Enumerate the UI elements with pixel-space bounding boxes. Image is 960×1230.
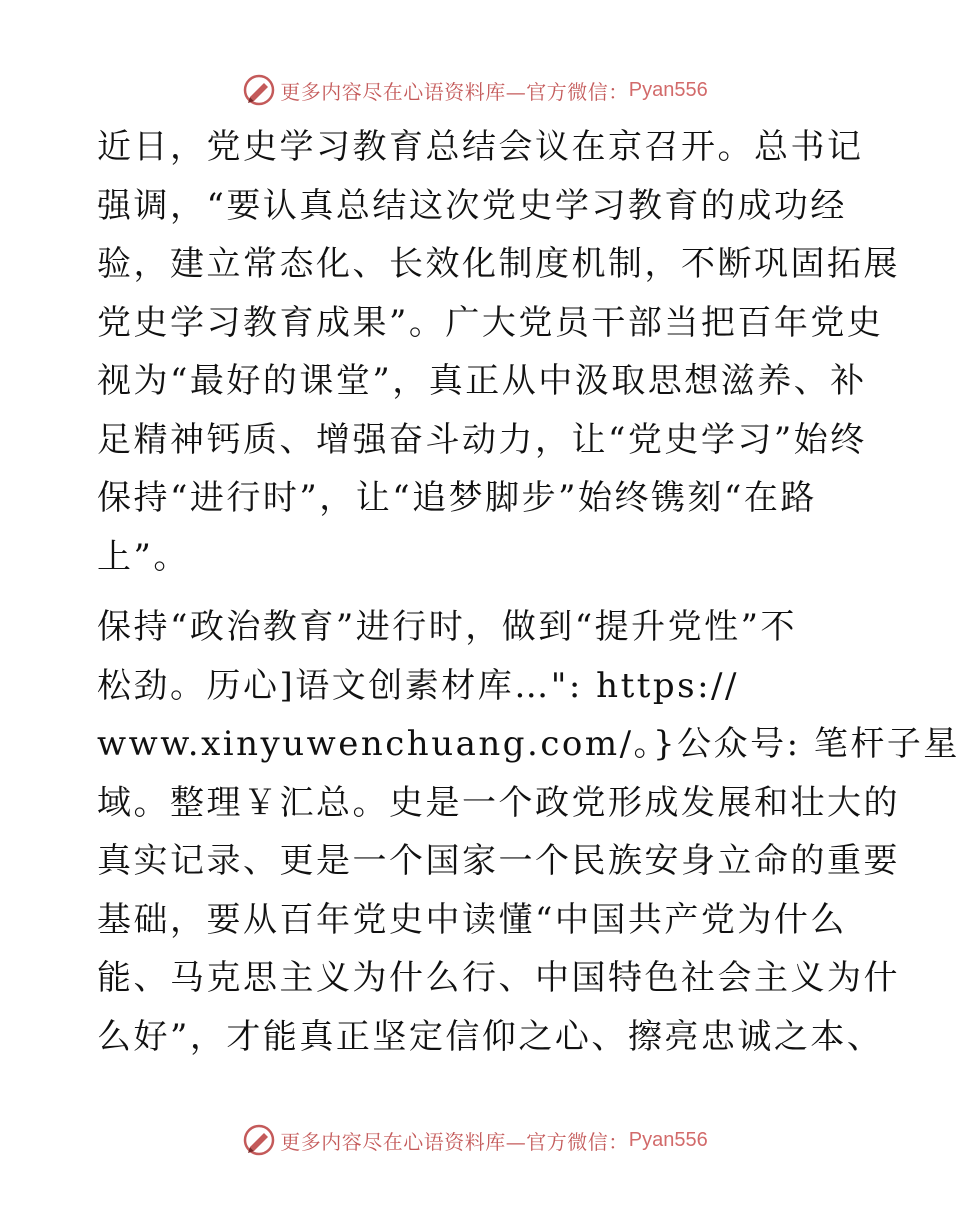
paragraph-2 <box>97 598 960 1066</box>
text-line: 域。整理￥汇总。史是一个政党形成发展和壮大的 <box>97 782 900 823</box>
pen-logo-icon <box>242 73 276 107</box>
text-line: 党史学习教育成果”。广大党员干部当把百年党史 <box>97 302 884 343</box>
article-body <box>97 118 960 1066</box>
text-line: 真实记录、更是一个国家一个民族安身立命的重要 <box>97 841 900 881</box>
text-line: 上”。 <box>97 536 190 577</box>
footer-banner <box>0 1120 950 1160</box>
text-line: 视为“最好的课堂”，真正从中汲取思想滋养、补 <box>97 361 867 401</box>
text-line: 能、马克思主义为什么行、中国特色社会主义为什 <box>97 958 900 998</box>
text-line: www.xinyuwenchuang.com/。}公众号: 笔杆子星 <box>97 724 960 764</box>
text-line: 强调，“要认真总结这次党史学习教育的成功经 <box>97 185 847 226</box>
text-line: 验，建立常态化、长效化制度机制，不断巩固拓展 <box>97 244 900 284</box>
paragraph-1 <box>97 118 900 586</box>
header-wechat-id: Pyan556 <box>628 78 708 101</box>
text-line: 保持“进行时”，让“追梦脚步”始终镌刻“在路 <box>97 478 817 518</box>
paragraph-spacer <box>97 586 857 598</box>
footer-wechat-id: Pyan556 <box>628 1128 708 1151</box>
footer-banner-text: 更多内容尽在心语资料库—官方微信： <box>280 1129 629 1154</box>
header-banner-text: 更多内容尽在心语资料库—官方微信： <box>280 79 629 104</box>
pen-logo-icon <box>242 1123 276 1157</box>
text-line: 足精神钙质、增强奋斗动力，让“党史学习”始终 <box>97 419 867 460</box>
text-line: 基础，要从百年党史中读懂“中国共产党为什么 <box>97 899 847 940</box>
text-line: 么好”，才能真正坚定信仰之心、擦亮忠诚之本、 <box>97 1016 884 1057</box>
header-banner <box>0 70 950 110</box>
text-line: 松劲。历心]语文创素材库…": https:// <box>97 665 739 706</box>
text-line: 保持“政治教育”进行时，做到“提升党性”不 <box>97 607 798 647</box>
text-line: 近日，党史学习教育总结会议在京召开。总书记 <box>97 127 864 167</box>
